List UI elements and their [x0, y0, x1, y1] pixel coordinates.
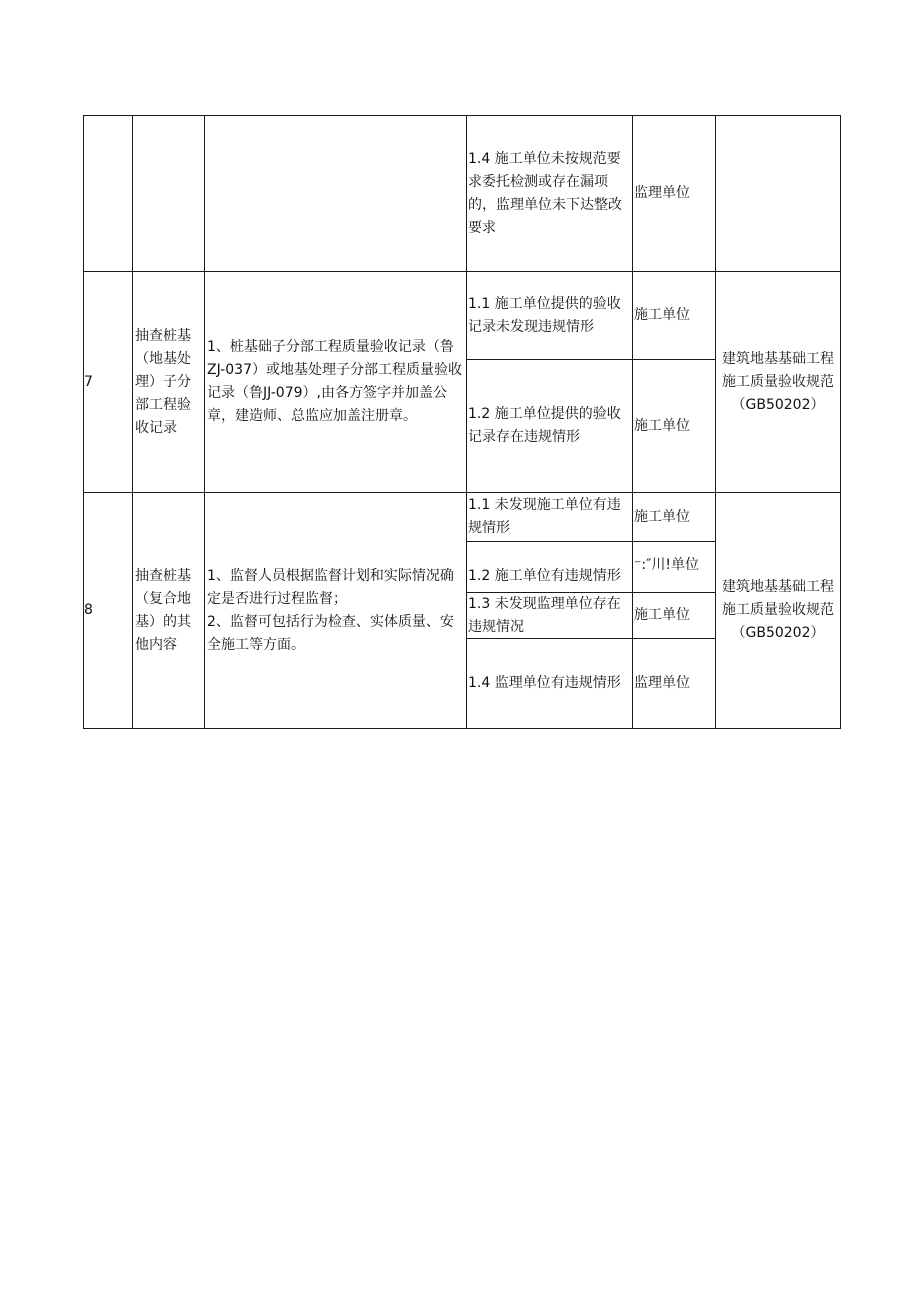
regulation-basis-text: 建筑地基基础工程施工质量验收规范（GB50202） [722, 579, 834, 641]
check-result [467, 493, 632, 541]
inspection-table [83, 115, 841, 729]
row-number-text: 7 [84, 373, 93, 390]
responsible-unit-text: 监理单位 [634, 185, 690, 201]
responsible-unit-text: 施工单位 [634, 417, 690, 434]
check-result [467, 116, 632, 271]
responsible-unit [633, 493, 715, 541]
check-content [205, 272, 466, 492]
regulation-basis [716, 493, 840, 728]
responsible-unit [633, 639, 715, 728]
responsible-unit [633, 593, 715, 638]
check-item [133, 272, 204, 492]
table-border-bottom [83, 728, 841, 729]
responsible-unit-text: 监理单位 [634, 675, 690, 691]
check-result-text: 1.4 施工单位未按规范要求委托检测或存在漏项的，监理单位未下达整改要求 [468, 150, 622, 236]
responsible-unit [633, 360, 715, 492]
row-number [84, 493, 132, 728]
row-number-text: 8 [84, 602, 93, 618]
check-result [467, 360, 632, 492]
table-border-right [840, 115, 841, 729]
check-result-text: 1.1 施工单位提供的验收记录未发现违规情形 [468, 295, 621, 335]
check-result-text: 1.1 未发现施工单位有违规情形 [468, 497, 621, 536]
check-result [467, 639, 632, 728]
responsible-unit-text: 施工单位 [634, 607, 690, 623]
check-result-text: 1.2 施工单位有违规情形 [468, 568, 621, 584]
check-result-text: 1.3 未发现监理单位存在违规情况 [468, 595, 621, 635]
regulation-basis [716, 272, 840, 492]
regulation-basis-text: 建筑地基基础工程施工质量验收规范（GB50202） [722, 350, 834, 413]
responsible-unit [633, 116, 715, 271]
row-number [84, 272, 132, 492]
responsible-unit-text: ⁻:″川!单位 [634, 557, 699, 573]
check-item [133, 493, 204, 728]
check-result [467, 593, 632, 638]
responsible-unit [633, 542, 715, 592]
table-border-top [83, 115, 841, 116]
check-result [467, 272, 632, 359]
check-content [205, 493, 466, 728]
check-result-text: 1.4 监理单位有违规情形 [468, 675, 621, 691]
responsible-unit-text: 施工单位 [634, 508, 690, 525]
responsible-unit-text: 施工单位 [634, 307, 690, 323]
check-result [467, 542, 632, 592]
check-result-text: 1.2 施工单位提供的验收记录存在违规情形 [468, 406, 621, 445]
check-item-text: 抽查桩基（地基处理）子分部工程验收记录 [135, 327, 191, 436]
check-content-text: 1、监督人员根据监督计划和实际情况确定是否进行过程监督； 2、监督可包括行为检查、实体质量、安全施工等方面。 [207, 567, 454, 653]
check-item-text: 抽查桩基（复合地基）的其他内容 [135, 567, 191, 653]
check-content-text: 1、桩基础子分部工程质量验收记录（鲁ZJ-037）或地基处理子分部工程质量验收记录（鲁JJ-079）,由各方签字并加盖公章，建造师、总监应加盖注册章。 [207, 339, 462, 424]
responsible-unit [633, 272, 715, 359]
